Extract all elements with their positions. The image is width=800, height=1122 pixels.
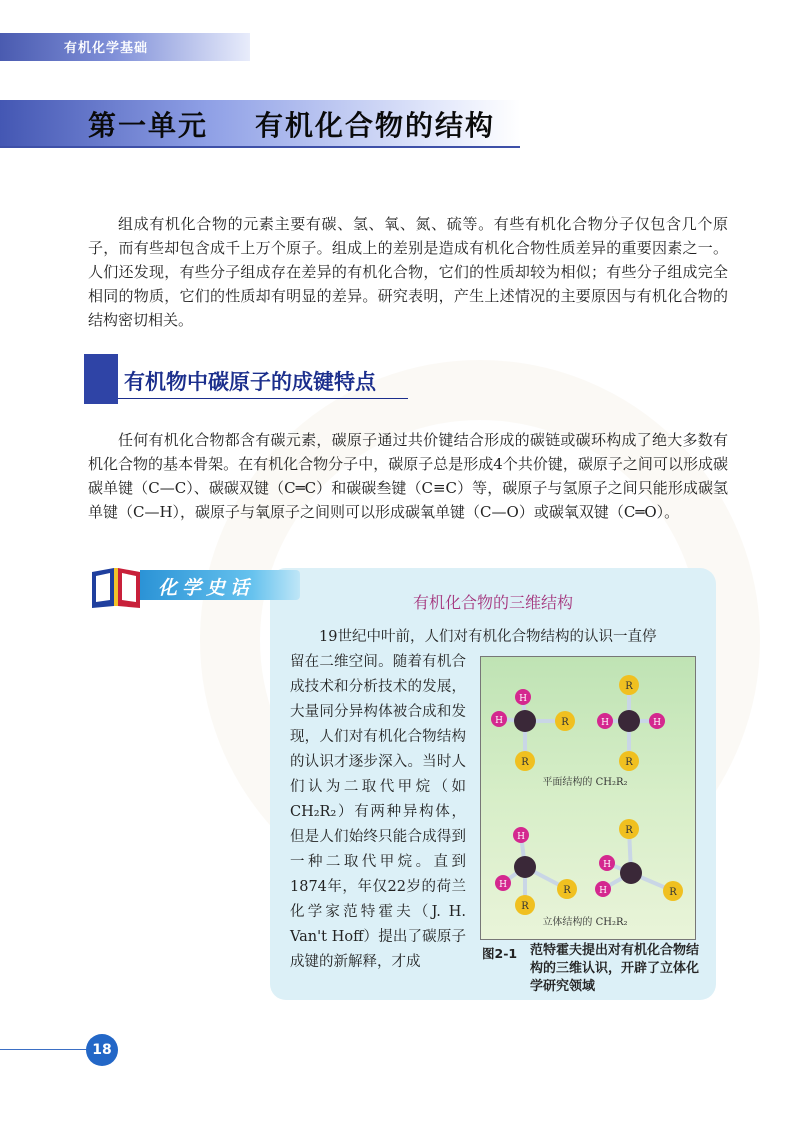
tetrahedral-label: 立体结构的 CH₂R₂ <box>542 917 628 928</box>
sidebar-first-line: 19世纪中叶前，人们对有机化合物结构的认识一直停 <box>319 629 657 645</box>
sidebar-label: 化学史话 <box>158 577 255 599</box>
atom-label: R <box>561 717 569 728</box>
planar-molecule-a <box>491 689 575 771</box>
figure-caption: 范特霍夫提出对有机化合物结构的三维认识，开辟了立体化学研究领域 <box>530 943 700 994</box>
molecule-diagram <box>481 657 695 939</box>
running-header-title: 有机化学基础 <box>64 41 149 56</box>
intro-paragraph: 组成有机化合物的元素主要有碳、氢、氧、氮、硫等。有些有机化合物分子仅包含几个原子，而有些却包含成千上万个原子。组成上的差别是造成有机化合物性质差异的重要因素之一。人们还发现，有些分子组成存在差异的有机化合物，它们的性质却较为相似；有些分子组成完全相同的物质，它们的性质却有明显的差异。研究表明，产生上述情况的主要原因与有机化合物的结构密切相关。 <box>88 215 728 329</box>
atom-label: R <box>521 757 529 768</box>
section-paragraph: 任何有机化合物都含有碳元素，碳原子通过共价键结合形成的碳链或碳环构成了绝大多数有机化合物的基本骨架。在有机化合物分子中，碳原子总是形成4个共价键，碳原子之间可以形成碳碳单键（C—C）、碳碳双键（C═C）和碳碳叁键（C≡C）等，碳原子与氢原子之间只能形成碳氢单键（C—H），碳原子与氧原子之间则可以形成碳氧单键（C—O）或碳氧双键（C═O）。 <box>88 431 728 521</box>
figure-number: 图2-1 <box>482 946 518 961</box>
figure-frame <box>480 656 696 940</box>
atom-label: H <box>499 880 507 890</box>
atom-label: H <box>653 718 661 728</box>
planar-label: 平面结构的 CH₂R₂ <box>542 777 628 788</box>
chapter-title: 第一单元 有机化合物的结构 <box>88 109 495 142</box>
sidebar-body: 留在二维空间。随着有机合成技术和分析技术的发展，大量同分异构体被合成和发现，人们对有机化合物结构的认识才逐步深入。当时人们认为二取代甲烷（如CH₂R₂）有两种异构体，但是人们始终只能合成得到一种二取代甲烷。直到1874年，年仅22岁的荷兰化学家范特霍夫（J. H. Van't Hoff）提出了碳原子成键的新解释，才成 <box>290 654 466 970</box>
section-title-underline <box>118 398 408 399</box>
sidebar-title: 有机化合物的三维结构 <box>412 593 573 612</box>
section-marker-block <box>84 354 118 404</box>
atom-label: R <box>521 901 529 912</box>
atom-label: R <box>625 681 633 692</box>
atom-label: H <box>603 860 611 870</box>
atom-label: R <box>669 887 677 898</box>
atom-label: H <box>599 886 607 896</box>
atom-label: H <box>517 832 525 842</box>
atom-label: H <box>519 694 527 704</box>
atom-label: R <box>625 825 633 836</box>
page-number: 18 <box>86 1034 118 1066</box>
atom-label: H <box>495 716 503 726</box>
carbon-atom <box>514 710 536 732</box>
chapter-title-rule <box>0 146 520 148</box>
open-book-icon <box>88 566 144 610</box>
atom-label: H <box>601 718 609 728</box>
planar-molecule-b <box>597 675 665 771</box>
tetrahedral-molecule-b <box>595 819 683 901</box>
section-title: 有机物中碳原子的成键特点 <box>124 370 376 394</box>
tetrahedral-molecule-a <box>495 827 577 915</box>
atom-label: R <box>563 885 571 896</box>
footer-rule <box>0 1049 100 1050</box>
atom-label: R <box>625 757 633 768</box>
